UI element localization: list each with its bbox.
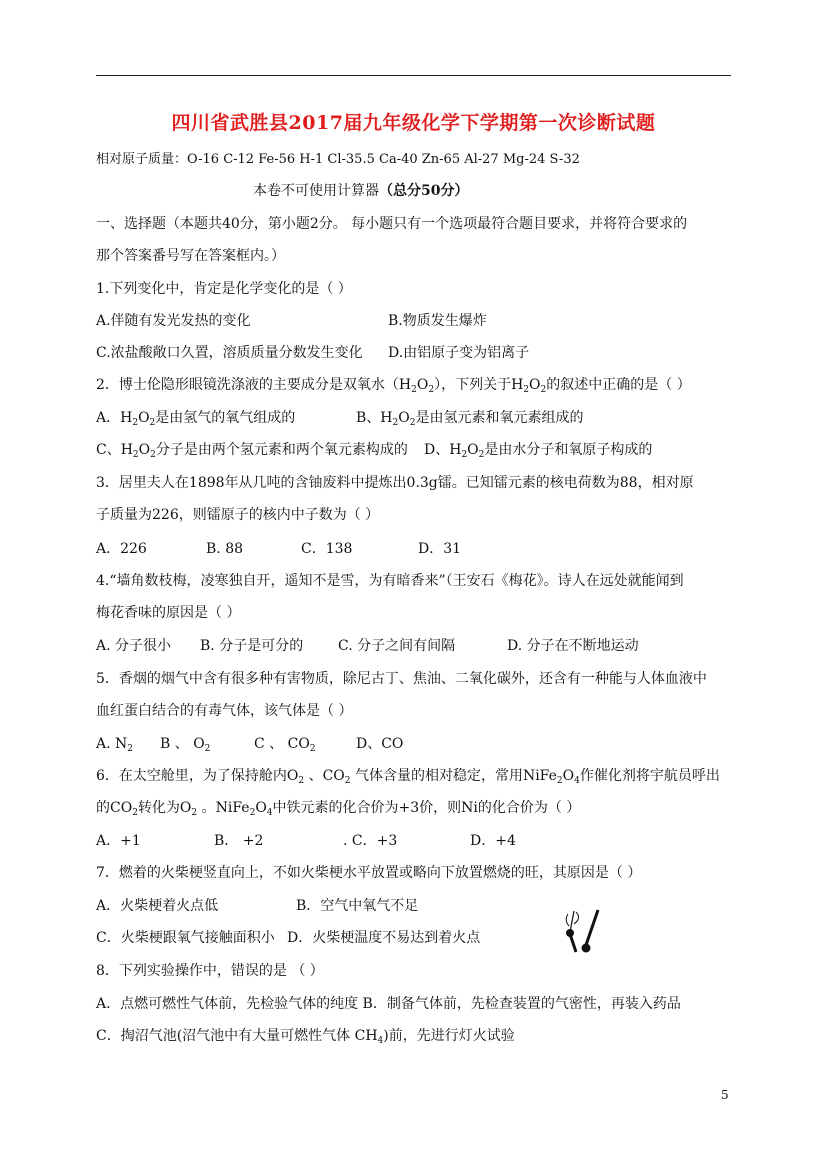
atomic-masses: 相对原子质量：O-16 C-12 Fe-56 H-1 Cl-35.5 Ca-40 Zn-65 Al-27 Mg-24 S-32 (96, 152, 580, 167)
q1-option-d: D.由铝原子变为铝离子 (388, 345, 530, 361)
flame-left-outline (566, 914, 569, 926)
q6-stem-line-1: 6．在太空舱里，为了保持舱内$O_2$ 、$CO_2$ 气体含量的相对稳定，常用$NiFe_2O_4$作催化剂将宇航员呼出 (96, 768, 720, 786)
calc-note-line (253, 180, 468, 200)
q2-option-b: B、$H_2O_2$是由氢元素和氧元素组成的 (356, 410, 584, 428)
match-head-upright (566, 929, 574, 937)
q4-option-b: B. 分子是可分的 (200, 638, 304, 654)
q4-option-c: C. 分子之间有间隔 (338, 638, 456, 654)
q7-option-c: C．火柴梗跟氧气接触面积小 (96, 930, 275, 946)
q1-option-c: C.浓盐酸敞口久置，溶质质量分数发生变化 (96, 345, 363, 361)
q1-option-b: B.物质发生爆炸 (388, 313, 487, 329)
calc-note: 本卷不可使用计算器 (253, 183, 379, 199)
q3-stem-line-1: 3．居里夫人在1898年从几吨的含铀废料中提炼出0.3g镭。已知镭元素的核电荷数为88，相对原 (96, 475, 694, 491)
q5-option-c: C 、 $CO_2$ (254, 736, 316, 754)
matchstick-tilted (585, 910, 598, 948)
q3-stem-line-2: 子质量为226，则镭原子的核内中子数为（ ） (96, 507, 380, 523)
q5-option-a: A. $N_2$ (96, 736, 133, 754)
q7-option-a: A．火柴梗着火点低 (96, 898, 219, 914)
header-rule (96, 75, 731, 76)
q5-stem-line-1: 5．香烟的烟气中含有很多种有害物质，除尼古丁、焦油、二氧化碳外，还含有一种能与人体血液中 (96, 671, 707, 687)
q2-stem: 2．博士伦隐形眼镜洗涤液的主要成分是双氧水$(H_2O_2)$，下列关于$H_2O_2$的叙述中正确的是（ ） (96, 377, 691, 395)
flame-right-outline (574, 912, 579, 924)
q6-option-d: D．+4 (470, 833, 516, 849)
q4-stem-line-2: 梅花香味的原因是（ ） (96, 605, 241, 621)
q4-option-d: D. 分子在不断地运动 (507, 638, 639, 654)
section-heading-line-1: 一、选择题（本题共40分，第小题2分。 每小题只有一个选项最符合题目要求，并将符合要求的 (96, 216, 688, 232)
q8-stem: 8．下列实验操作中，错误的是 （ ） (96, 963, 324, 979)
q1-option-a: A.伴随有发光发热的变化 (96, 313, 251, 329)
match-head-tilted (582, 944, 591, 953)
q5-stem-line-2: 血红蛋白结合的有毒气体，该气体是（ ） (96, 703, 353, 719)
q6-option-c: . C．+3 (343, 833, 398, 849)
q2-option-a: A．$H_2O_2$是由氢气的氧气组成的 (96, 410, 296, 428)
q6-option-a: A．+1 (96, 833, 141, 849)
page-title: 四川省武胜县2017届九年级化学下学期第一次诊断试题 (171, 112, 656, 134)
q7-option-d: D．火柴梗温度不易达到着火点 (287, 930, 481, 946)
q7-stem: 7．燃着的火柴梗竖直向上，不如火柴梗水平放置或略向下放置燃烧的旺，其原因是（ ） (96, 865, 642, 881)
q4-stem-line-1: 4.“墙角数枝梅，凌寒独自开，遥知不是雪，为有暗香来”（王安石《梅花》。诗人在远处就能闻到 (96, 573, 684, 589)
flame-left-stroke (570, 911, 574, 932)
matchstick-figure (560, 908, 604, 954)
q6-stem-line-2: 的$CO_2$转化为$O_2$ 。$NiFe_2O_4$中铁元素的化合价为+3价，则Ni的化合价为（ ） (96, 800, 581, 818)
q5-option-b: B 、 $O_2$ (160, 736, 211, 754)
score-note: （总分50分） (379, 183, 469, 199)
q7-option-b: B．空气中氧气不足 (296, 898, 419, 914)
q1-stem: 1.下列变化中，肯定是化学变化的是（ ） (96, 281, 352, 297)
q8-options-ab: A．点燃可燃性气体前，先检验气体的纯度 B．制备气体前，先检查装置的气密性，再装入药品 (96, 996, 681, 1012)
q6-option-b: B． +2 (214, 833, 264, 849)
q2-option-d: D、$H_2O_2$是由水分子和氧原子构成的 (424, 442, 653, 460)
q5-option-d: D、CO (356, 736, 404, 752)
q2-option-c: C、$H_2O_2$分子是由两个氢元素和两个氧元素构成的 (96, 442, 408, 460)
section-heading-line-2: 那个答案番号写在答案框内。） (96, 248, 285, 264)
q8-option-c: C．掏沼气池(沼气池中有大量可燃性气体 $CH_4$)前，先进行灯火试验 (96, 1028, 515, 1046)
q3-option-d: D．31 (418, 541, 462, 557)
q3-option-b: B. 88 (206, 541, 244, 557)
q4-option-a: A. 分子很小 (96, 638, 172, 654)
q3-option-c: C．138 (301, 541, 353, 557)
q3-option-a: A．226 (96, 541, 147, 557)
page-number: 5 (721, 1088, 729, 1102)
